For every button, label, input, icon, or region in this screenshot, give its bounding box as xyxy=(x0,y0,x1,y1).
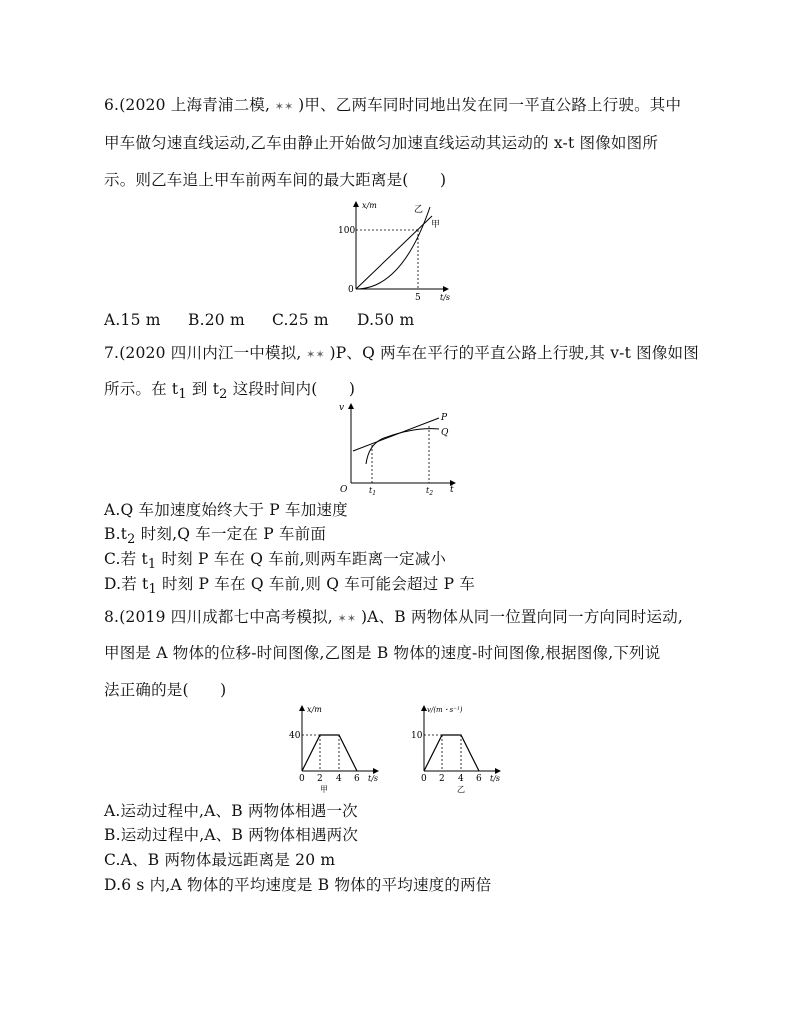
q8-jia-x-tick-4: 4 xyxy=(336,774,342,784)
q7-option-c xyxy=(104,547,446,572)
q7-option-c-pre: C.若 t xyxy=(104,550,148,568)
q8-option-a: A.运动过程中,A、B 两物体相遇一次 xyxy=(104,802,358,820)
q8-yi-y-axis-label: v/(m・s⁻¹) xyxy=(427,706,463,714)
q8-figure-yi xyxy=(410,703,520,797)
q7-option-d xyxy=(104,572,475,597)
q7-option-d-pre: D.若 t xyxy=(104,575,149,593)
q7-option-c-post: 时刻 P 车在 Q 车前,则两车距离一定减小 xyxy=(156,550,447,568)
q7-t1-label: $t_1$ xyxy=(369,486,377,496)
q7-stem-text: )P、Q 两车在平行的平直公路上行驶,其 v-t 图像如图 xyxy=(329,344,699,362)
q6-curve-yi xyxy=(356,207,430,289)
q8-yi-x-tick-6: 6 xyxy=(476,774,482,784)
q8-source: 8.(2019 四川成都七中高考模拟, xyxy=(104,608,333,626)
q6-x-tick: 5 xyxy=(415,293,421,303)
q7-curve-q xyxy=(366,429,439,464)
q7-t2-label: $t_2$ xyxy=(426,486,434,496)
q6-option-b: B.20 m xyxy=(188,311,245,329)
q7-vt-figure xyxy=(335,400,465,496)
q7-stem-line1 xyxy=(104,341,699,363)
q6-label-jia: 甲 xyxy=(431,220,441,230)
q7-stem-part-c: 这段时间内( ) xyxy=(227,380,356,398)
q8-stem-line2: 甲图是 A 物体的位移-时间图像,乙图是 B 物体的速度-时间图像,根据图像,下列说 xyxy=(104,644,661,662)
q7-label-q: Q xyxy=(441,428,449,438)
q8-yi-x-tick-0: 0 xyxy=(421,774,427,784)
q6-origin: 0 xyxy=(348,285,354,295)
q7-option-b-sub: 2 xyxy=(127,532,136,548)
q8-yi-x-tick-2: 2 xyxy=(439,774,445,784)
q7-option-b-post: 时刻,Q 车一定在 P 车前面 xyxy=(135,525,327,543)
q8-jia-y-axis-label: x/m xyxy=(307,705,322,714)
q7-sub-2: 2 xyxy=(219,387,228,403)
q7-stem-part-b: 到 t xyxy=(186,380,220,398)
q7-x-axis-label: t xyxy=(450,485,454,495)
q6-option-c: C.25 m xyxy=(272,311,329,329)
q6-line-jia xyxy=(356,216,432,289)
q6-stem-line3: 示。则乙车追上甲车前两车间的最大距离是( ) xyxy=(104,171,447,189)
q6-source: 6.(2020 上海青浦二模, xyxy=(104,96,271,114)
q8-stem-text: )A、B 两物体从同一位置向同一方向同时运动, xyxy=(360,608,684,626)
q8-yi-y-tick: 10 xyxy=(411,731,423,741)
q6-x-axis-label: t/s xyxy=(440,293,451,302)
q7-source: 7.(2020 四川内江一中模拟, xyxy=(104,344,302,362)
q7-stem-line2 xyxy=(104,377,355,402)
q8-jia-y-tick: 40 xyxy=(289,731,301,741)
q8-stem-line1 xyxy=(104,605,683,627)
q8-jia-x-tick-2: 2 xyxy=(317,774,323,784)
q6-stem-line1 xyxy=(104,93,681,115)
q8-jia-graph xyxy=(302,735,357,771)
q6-stem-line2: 甲车做匀速直线运动,乙车由静止开始做匀加速直线运动其运动的 x-t 图像如图所 xyxy=(104,134,659,152)
q7-origin: O xyxy=(340,485,348,495)
q8-jia-x-tick-0: 0 xyxy=(299,774,305,784)
difficulty-star-icon: ✶✶ xyxy=(337,612,357,625)
q8-jia-x-axis-label: t/s xyxy=(368,774,379,783)
q8-yi-x-tick-4: 4 xyxy=(458,774,464,784)
q8-figure-jia xyxy=(288,703,388,797)
q7-option-b xyxy=(104,522,326,547)
q6-stem-text: )甲、乙两车同时同地出发在同一平直公路上行驶。其中 xyxy=(298,96,682,114)
q6-option-d: D.50 m xyxy=(357,311,415,329)
q6-label-yi: 乙 xyxy=(414,205,424,215)
q7-option-b-pre: B.t xyxy=(104,525,128,543)
q6-option-a: A.15 m xyxy=(104,311,161,329)
q7-stem-part-a: 所示。在 t xyxy=(104,380,179,398)
q7-option-d-sub: 1 xyxy=(148,582,157,598)
q7-label-p: P xyxy=(441,413,448,423)
q7-option-a: A.Q 车加速度始终大于 P 车加速度 xyxy=(104,501,348,519)
difficulty-star-icon: ✶✶ xyxy=(306,348,325,361)
q6-y-axis-label: x/m xyxy=(362,201,377,210)
q8-option-d: D.6 s 内,A 物体的平均速度是 B 物体的平均速度的两倍 xyxy=(104,876,492,894)
q7-sub-1: 1 xyxy=(178,387,187,403)
q7-option-d-post: 时刻 P 车在 Q 车前,则 Q 车可能会超过 P 车 xyxy=(156,575,476,593)
difficulty-star-icon: ✶✶ xyxy=(274,100,294,113)
q8-stem-line3: 法正确的是( ) xyxy=(104,681,227,699)
q8-yi-graph xyxy=(424,735,479,771)
q8-yi-caption: 乙 xyxy=(457,785,465,794)
q8-option-c: C.A、B 两物体最远距离是 20 m xyxy=(104,851,336,869)
q7-option-c-sub: 1 xyxy=(147,557,157,573)
q8-jia-caption: 甲 xyxy=(320,785,328,794)
q7-y-axis-label: v xyxy=(339,403,345,413)
q8-jia-x-tick-6: 6 xyxy=(354,774,360,784)
q8-yi-x-axis-label: t/s xyxy=(490,774,501,783)
q6-xt-figure xyxy=(330,196,460,304)
q6-y-tick: 100 xyxy=(338,226,356,236)
q8-option-b: B.运动过程中,A、B 两物体相遇两次 xyxy=(104,826,359,844)
